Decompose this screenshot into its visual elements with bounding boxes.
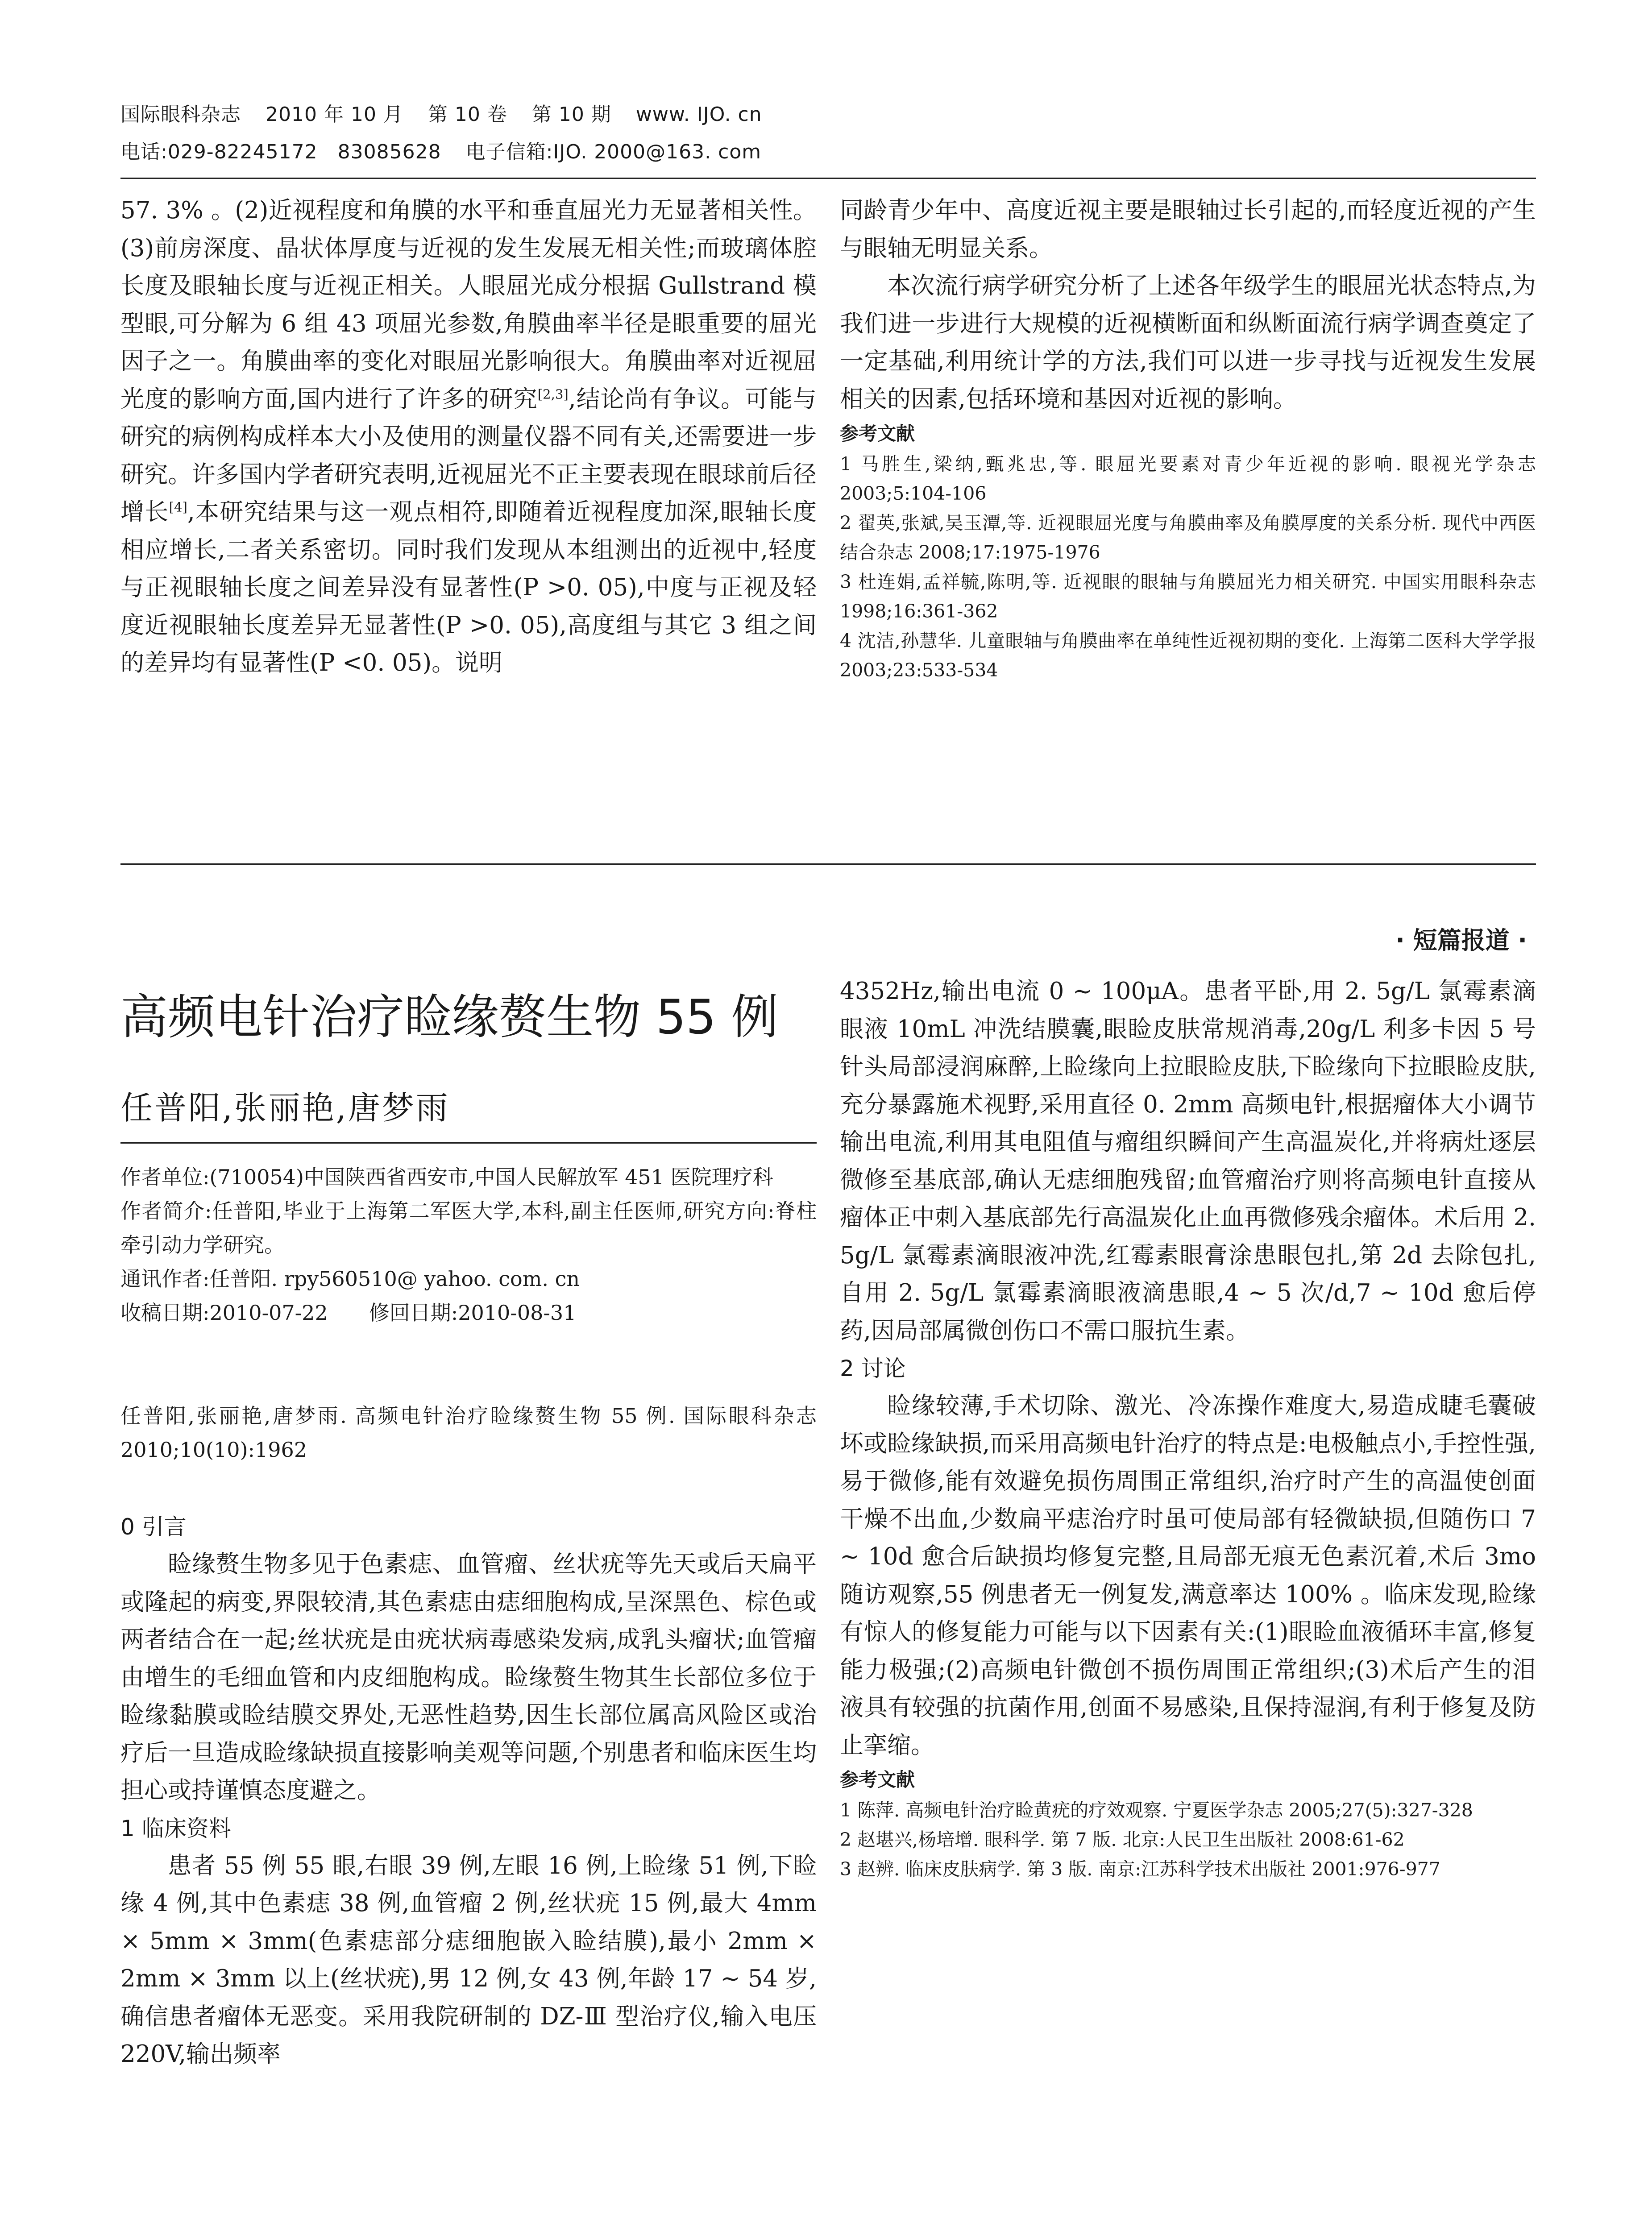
section-heading-intro: 0 引言 [120,1514,187,1540]
top-right-column [840,192,1536,685]
received-dates: 收稿日期:2010-07-22 修回日期:2010-08-31 [120,1301,577,1325]
section-heading-discussion: 2 讨论 [840,1356,906,1381]
section-divider [120,863,1536,865]
section-discussion-text: 睑缘较薄,手术切除、激光、冷冻操作难度大,易造成睫毛囊破坏或睑缘缺损,而采用高频电针治疗的特点是:电极触点小,手控性强,易于微修,能有效避免损伤周围正常组织,治疗时产生的高温使创面干燥不出血,少数扁平痣治疗时虽可使局部有轻微缺损,但随伤口 7 ~ 10d 愈合后缺损均修复完整,且局部无痕无色素沉着,术后 3mo 随访观察,55 例患者无一例复发,满意率达 100% 。临床发现,睑缘有惊人的修复能力可能与以下因素有关:(1)眼睑血液循环丰富,修复能力极强;(2)高频电针微创不损伤周围正常组织;(3)术后产生的泪液具有较强的抗菌作用,创面不易感染,且保持湿润,有利于修复及防止挛缩。 [840,1392,1536,1759]
citation: 任普阳,张丽艳,唐梦雨. 高频电针治疗睑缘赘生物 55 例. 国际眼科杂志 2010;10(10):1962 [120,1404,817,1462]
citation-block [120,1399,817,1467]
article-left-column [120,1508,817,2073]
reference-item: 2 翟英,张斌,吴玉潭,等. 近视眼屈光度与角膜曲率及角膜厚度的关系分析. 现代中西医结合杂志 2008;17:1975-1976 [840,512,1536,563]
clinical-continued-text: 4352Hz,输出电流 0 ~ 100μA。患者平卧,用 2. 5g/L 氯霉素滴眼液 10mL 冲洗结膜囊,眼睑皮肤常规消毒,20g/L 利多卡因 5 号针头局部浸润麻醉,上睑缘向上拉眼睑皮肤,下睑缘向下拉眼睑皮肤,充分暴露施术视野,采用直径 0. 2mm 高频电针,根据瘤体大小调节输出电流,利用其电阻值与瘤组织瞬间产生高温炭化,并将病灶逐层微修至基底部,确认无痣细胞残留;血管瘤治疗则将高频电针直接从瘤体正中刺入基底部先行高温炭化止血再微修残余瘤体。术后用 2. 5g/L 氯霉素滴眼液冲洗,红霉素眼膏涂患眼包扎,第 2d 去除包扎,自用 2. 5g/L 氯霉素滴眼液滴患眼,4 ~ 5 次/d,7 ~ 10d 愈后停药,因局部属微创伤口不需口服抗生素。 [840,978,1536,1344]
section-clinical-text: 患者 55 例 55 眼,右眼 39 例,左眼 16 例,上睑缘 51 例,下睑缘 4 例,其中色素痣 38 例,血管瘤 2 例,丝状疣 15 例,最大 4mm × 5mm × 3mm(色素痣部分痣细胞嵌入睑结膜),最小 2mm × 2mm × 3mm 以上(丝状疣),男 12 例,女 43 例,年龄 17 ~ 54 岁,确信患者瘤体无恶变。采用我院研制的 DZ-Ⅲ 型治疗仪,输入电压 220V,输出频率 [120,1852,817,2068]
article-right-column [840,973,1536,1884]
top-right-paragraph-1: 同龄青少年中、高度近视主要是眼轴过长引起的,而轻度近视的产生与眼轴无明显关系。 [840,197,1536,262]
reference-item: 3 赵辨. 临床皮肤病学. 第 3 版. 南京:江苏科学技术出版社 2001:976-977 [840,1858,1440,1880]
email: 电子信箱:IJO. 2000@163. com [465,141,762,163]
top-right-paragraph-2: 本次流行病学研究分析了上述各年级学生的眼屈光状态特点,为我们进一步进行大规模的近视横断面和纵断面流行病学调查奠定了一定基础,利用统计学的方法,我们可以进一步寻找与近视发生发展相关的因素,包括环境和基因对近视的影响。 [840,272,1536,413]
reference-item: 1 马胜生,梁纳,甄兆忠,等. 眼屈光要素对青少年近视的影响. 眼视光学杂志 2003;5:104-106 [840,453,1536,504]
issue-number: 第 10 期 [531,103,611,126]
top-left-paragraph: 57. 3% 。(2)近视程度和角膜的水平和垂直屈光力无显著相关性。(3)前房深度、晶状体厚度与近视的发生发展无相关性;而玻璃体腔长度及眼轴长度与近视正相关。人眼屈光成分根据 Gullstrand 模型眼,可分解为 6 组 43 项屈光参数,角膜曲率半径是眼重要的屈光因子之一。角膜曲率的变化对眼屈光影响很大。角膜曲率对近视屈光度的影响方面,国内进行了许多的研究[2,3],结论尚有争议。可能与研究的病例构成样本大小及使用的测量仪器不同有关,还需要进一步研究。许多国内学者研究表明,近视屈光不正主要表现在眼球前后径增长[4],本研究结果与这一观点相符,即随着近视程度加深,眼轴长度相应增长,二者关系密切。同时我们发现从本组测出的近视中,轻度与正视眼轴长度之间差异没有显著性(P >0. 05),中度与正视及轻度近视眼轴长度差异无显著性(P >0. 05),高度组与其它 3 组之间的差异均有显著性(P <0. 05)。说明 [120,197,817,676]
top-left-column [120,192,817,682]
journal-name: 国际眼科杂志 [120,103,241,126]
section-label: · 短篇报道 · [1395,926,1527,954]
article-authors: 任普阳,张丽艳,唐梦雨 [120,1089,450,1127]
article-title: 高频电针治疗睑缘赘生物 55 例 [120,990,779,1045]
correspondence: 通讯作者:任普阳. rpy560510@ yahoo. com. cn [120,1267,580,1291]
reference-item: 2 赵堪兴,杨培增. 眼科学. 第 7 版. 北京:人民卫生出版社 2008:61-62 [840,1829,1405,1850]
journal-header-line-2 [120,139,761,165]
section-intro-text: 睑缘赘生物多见于色素痣、血管瘤、丝状疣等先天或后天扁平或隆起的病变,界限较清,其色素痣由痣细胞构成,呈深黑色、棕色或两者结合在一起;丝状疣是由疣状病毒感染发病,成乳头瘤状;血管瘤由增生的毛细血管和内皮细胞构成。睑缘赘生物其生长部位多位于睑缘黏膜或睑结膜交界处,无恶性趋势,因生长部位属高风险区或治疗后一旦造成睑缘缺损直接影响美观等问题,个别患者和临床医生均担心或持谨慎态度避之。 [120,1551,817,1804]
section-heading-clinical: 1 临床资料 [120,1815,231,1841]
reference-item: 3 杜连娟,孟祥毓,陈明,等. 近视眼的眼轴与角膜屈光力相关研究. 中国实用眼科杂志 1998;16:361-362 [840,571,1536,622]
references-heading: 参考文献 [840,1769,915,1791]
author-info [120,1160,817,1330]
issue-date: 2010 年 10 月 [266,103,403,126]
header-rule [120,178,1536,179]
journal-header-line-1 [120,102,762,128]
affiliation: 作者单位:(710054)中国陕西省西安市,中国人民解放军 451 医院理疗科 [120,1165,773,1189]
references-heading: 参考文献 [840,423,915,444]
phone: 电话:029-82245172 83085628 [120,141,441,163]
reference-item: 1 陈萍. 高频电针治疗睑黄疣的疗效观察. 宁夏医学杂志 2005;27(5):327-328 [840,1800,1473,1821]
authors-rule [120,1142,817,1144]
author-bio: 作者简介:任普阳,毕业于上海第二军医大学,本科,副主任医师,研究方向:脊柱牵引动力学研究。 [120,1199,817,1257]
volume: 第 10 卷 [428,103,507,126]
website: www. IJO. cn [635,103,762,126]
reference-item: 4 沈洁,孙慧华. 儿童眼轴与角膜曲率在单纯性近视初期的变化. 上海第二医科大学学报 2003;23:533-534 [840,630,1536,681]
